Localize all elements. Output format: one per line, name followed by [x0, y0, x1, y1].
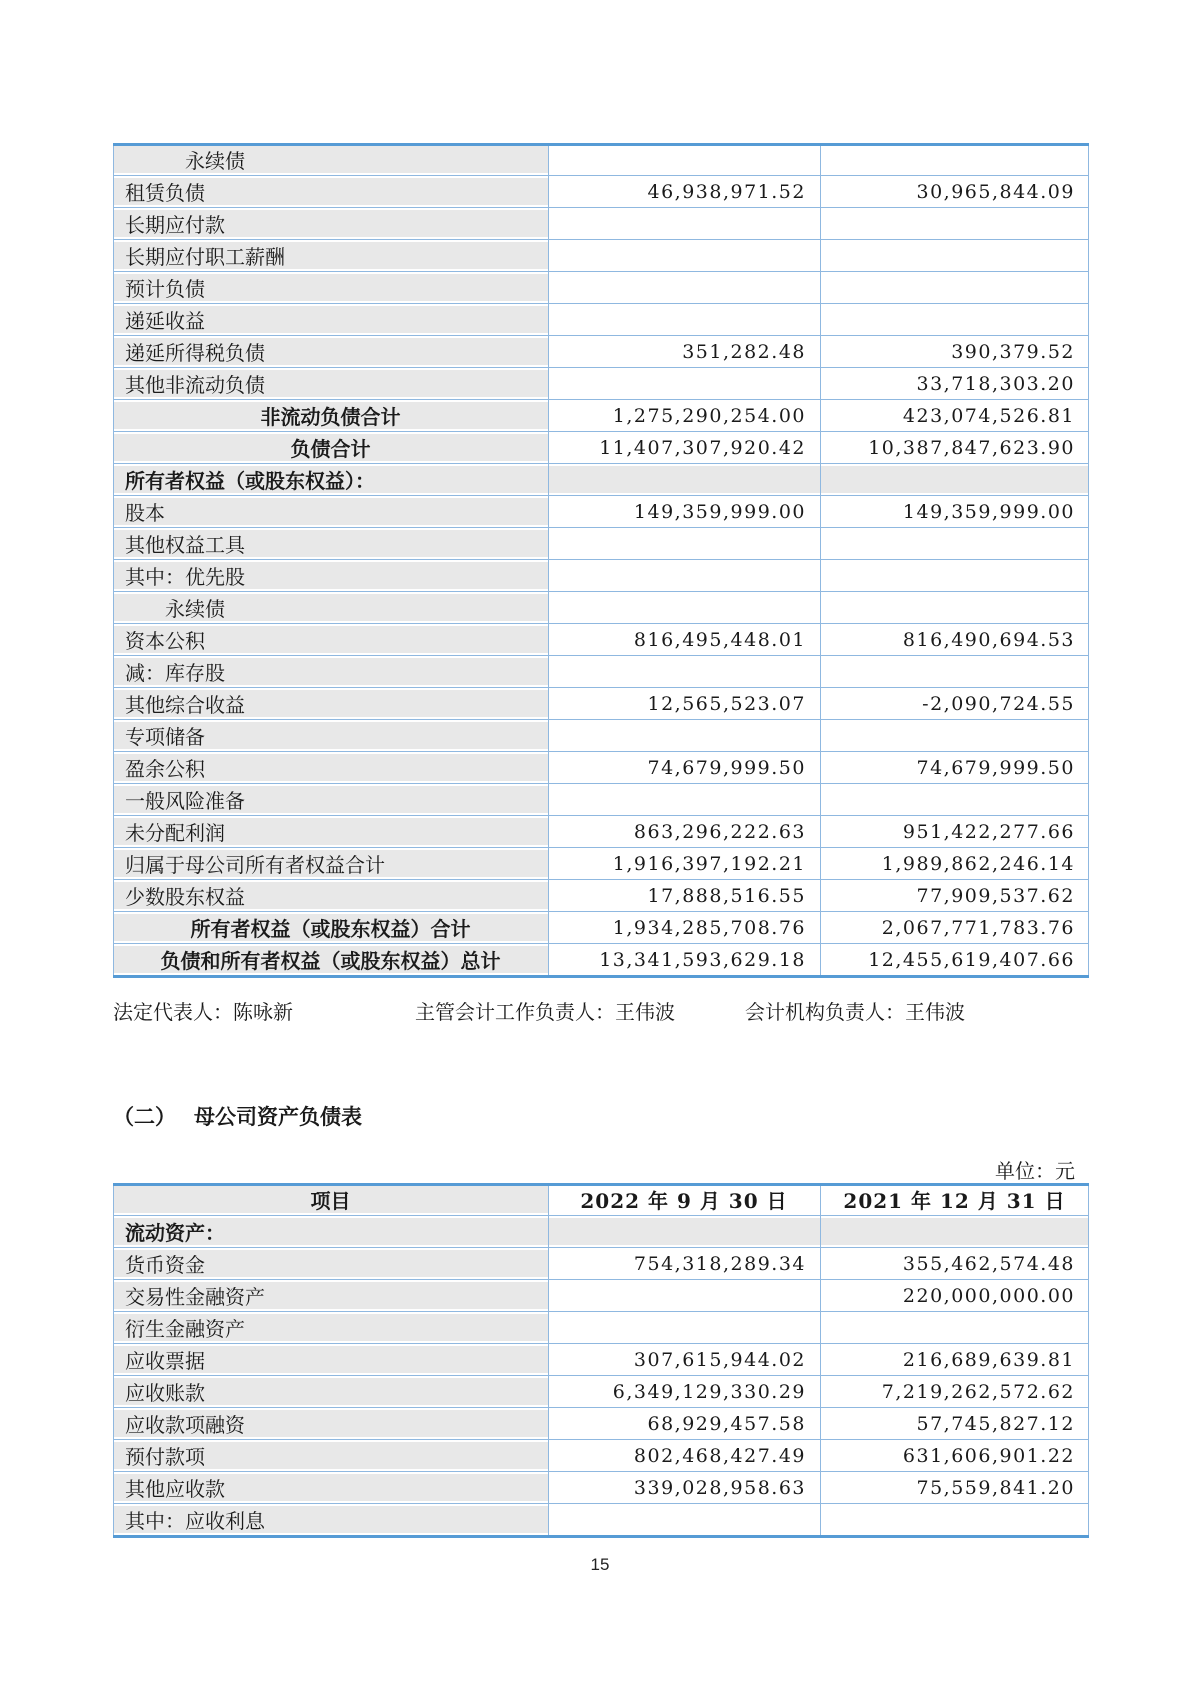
row-value-prior: 57,745,827.12 — [916, 1412, 1075, 1435]
table-row — [113, 466, 1089, 498]
column-divider-2 — [820, 1186, 821, 1535]
table-right-border — [1088, 1186, 1089, 1535]
row-value-current — [548, 210, 820, 237]
table-row — [113, 690, 1089, 722]
table-row — [113, 306, 1089, 338]
row-value-current — [548, 1314, 820, 1341]
row-label: 其他应收款 — [113, 1474, 548, 1501]
row-value-current — [548, 658, 820, 685]
row-value-current: 802,468,427.49 — [633, 1444, 806, 1467]
row-label: 非流动负债合计 — [113, 402, 548, 429]
table-row — [113, 658, 1089, 690]
row-value-prior: 77,909,537.62 — [916, 884, 1075, 907]
table-row — [113, 1186, 1089, 1218]
table-row — [113, 882, 1089, 914]
table-row — [113, 850, 1089, 882]
row-label: 交易性金融资产 — [113, 1282, 548, 1309]
row-value-current: 351,282.48 — [682, 340, 806, 363]
row-value-prior — [820, 1218, 1089, 1245]
table-row — [113, 498, 1089, 530]
table-left-border — [113, 146, 114, 975]
table-row — [113, 434, 1089, 466]
table-left-border — [113, 1186, 114, 1535]
row-value-prior — [820, 242, 1089, 269]
row-label: 未分配利润 — [113, 818, 548, 845]
row-label: 资本公积 — [113, 626, 548, 653]
table-row — [113, 146, 1089, 178]
row-value-prior — [820, 530, 1089, 557]
row-label: 流动资产： — [113, 1218, 548, 1245]
table-row — [113, 594, 1089, 626]
row-label: 所有者权益（或股东权益）合计 — [113, 914, 548, 941]
row-label: 负债和所有者权益（或股东权益）总计 — [113, 946, 548, 973]
row-label: 递延所得税负债 — [113, 338, 548, 365]
row-label: 其他权益工具 — [113, 530, 548, 557]
row-value-prior — [820, 274, 1089, 301]
table-row — [113, 1474, 1089, 1506]
row-label: 应收账款 — [113, 1378, 548, 1405]
column-divider-2 — [820, 146, 821, 975]
column-divider-1 — [548, 1186, 549, 1535]
table-row — [113, 338, 1089, 370]
row-value-prior — [820, 786, 1089, 813]
row-label: 应收票据 — [113, 1346, 548, 1373]
row-label: 股本 — [113, 498, 548, 525]
row-value-current: 68,929,457.58 — [647, 1412, 806, 1435]
table-row — [113, 914, 1089, 946]
row-value-prior: 74,679,999.50 — [916, 756, 1075, 779]
row-label: 其他非流动负债 — [113, 370, 548, 397]
page-number: 15 — [590, 1555, 610, 1574]
table-right-border — [1088, 146, 1089, 975]
row-value-prior — [820, 146, 1089, 173]
table-row — [113, 1346, 1089, 1378]
row-value-current: 6,349,129,330.29 — [612, 1380, 806, 1403]
column-divider-1 — [548, 146, 549, 975]
table-row — [113, 370, 1089, 402]
row-value-current — [548, 594, 820, 621]
signature-line — [113, 996, 1089, 1024]
row-label: 租赁负债 — [113, 178, 548, 205]
row-label: 递延收益 — [113, 306, 548, 333]
row-label: 应收款项融资 — [113, 1410, 548, 1437]
section-title-text: 母公司资产负债表 — [194, 1104, 362, 1129]
table-row — [113, 722, 1089, 754]
row-label: 永续债 — [113, 146, 548, 173]
row-value-prior: 951,422,277.66 — [902, 820, 1075, 843]
row-value-current: 1,275,290,254.00 — [612, 404, 806, 427]
row-label: 其他综合收益 — [113, 690, 548, 717]
table-row — [113, 1218, 1089, 1250]
row-value-current: 17,888,516.55 — [647, 884, 806, 907]
row-value-current: 863,296,222.63 — [633, 820, 806, 843]
table-row — [113, 1506, 1089, 1535]
row-label: 永续债 — [113, 594, 548, 621]
row-value-prior — [820, 210, 1089, 237]
row-value-current — [548, 562, 820, 589]
legal-representative: 法定代表人：陈咏新 — [113, 1000, 293, 1024]
section-title — [113, 1101, 362, 1131]
table-row — [113, 1282, 1089, 1314]
row-value-prior: 2021 年 12 月 31 日 — [843, 1189, 1066, 1213]
row-value-prior: 10,387,847,623.90 — [868, 436, 1075, 459]
row-label: 项目 — [113, 1186, 548, 1213]
row-value-current: 13,341,593,629.18 — [599, 948, 806, 971]
row-value-current: 1,934,285,708.76 — [612, 916, 806, 939]
table-row — [113, 786, 1089, 818]
row-value-current: 307,615,944.02 — [633, 1348, 806, 1371]
row-value-prior: 7,219,262,572.62 — [881, 1380, 1075, 1403]
row-value-current: 339,028,958.63 — [633, 1476, 806, 1499]
table-row — [113, 818, 1089, 850]
parent-company-balance-sheet-table — [113, 1183, 1089, 1538]
table-row — [113, 946, 1089, 975]
row-value-current: 816,495,448.01 — [633, 628, 806, 651]
table-row — [113, 1314, 1089, 1346]
row-value-prior: 12,455,619,407.66 — [868, 948, 1075, 971]
row-value-prior: 220,000,000.00 — [902, 1284, 1075, 1307]
row-label: 长期应付款 — [113, 210, 548, 237]
table-row — [113, 1410, 1089, 1442]
row-value-prior — [820, 562, 1089, 589]
table-row — [113, 274, 1089, 306]
row-value-current — [548, 274, 820, 301]
row-value-prior: 2,067,771,783.76 — [881, 916, 1075, 939]
row-value-current — [548, 306, 820, 333]
row-value-prior: 30,965,844.09 — [916, 180, 1075, 203]
table-row — [113, 178, 1089, 210]
row-value-prior: 1,989,862,246.14 — [881, 852, 1075, 875]
table-row — [113, 626, 1089, 658]
table-row — [113, 1378, 1089, 1410]
row-value-prior: 423,074,526.81 — [902, 404, 1075, 427]
row-label: 减：库存股 — [113, 658, 548, 685]
accounting-org-head: 会计机构负责人：王伟波 — [745, 1000, 965, 1024]
row-value-prior — [820, 594, 1089, 621]
row-value-current — [548, 242, 820, 269]
row-value-prior: -2,090,724.55 — [922, 692, 1075, 715]
section-index: （二） — [113, 1104, 176, 1129]
row-value-prior — [820, 658, 1089, 685]
row-value-current: 754,318,289.34 — [633, 1252, 806, 1275]
row-label: 衍生金融资产 — [113, 1314, 548, 1341]
unit-label: 单位：元 — [995, 1159, 1075, 1183]
row-value-current — [548, 1506, 820, 1533]
row-value-current: 2022 年 9 月 30 日 — [580, 1189, 788, 1213]
row-value-current: 74,679,999.50 — [647, 756, 806, 779]
row-value-prior: 355,462,574.48 — [902, 1252, 1075, 1275]
row-label: 货币资金 — [113, 1250, 548, 1277]
row-value-prior: 816,490,694.53 — [902, 628, 1075, 651]
table-row — [113, 210, 1089, 242]
row-value-current: 1,916,397,192.21 — [612, 852, 806, 875]
row-value-prior: 390,379.52 — [951, 340, 1075, 363]
table-row — [113, 402, 1089, 434]
row-value-prior: 149,359,999.00 — [902, 500, 1075, 523]
chief-accountant: 主管会计工作负责人：王伟波 — [415, 1000, 675, 1024]
row-value-current — [548, 146, 820, 173]
row-value-prior — [820, 722, 1089, 749]
table-row — [113, 242, 1089, 274]
table-row — [113, 754, 1089, 786]
row-value-prior: 216,689,639.81 — [902, 1348, 1075, 1371]
row-value-current — [548, 786, 820, 813]
row-value-prior — [820, 466, 1089, 493]
table-row — [113, 1442, 1089, 1474]
row-value-current: 11,407,307,920.42 — [599, 436, 806, 459]
row-value-current — [548, 722, 820, 749]
row-label: 所有者权益（或股东权益）： — [113, 466, 548, 493]
row-value-current: 149,359,999.00 — [633, 500, 806, 523]
row-label: 归属于母公司所有者权益合计 — [113, 850, 548, 877]
row-label: 预计负债 — [113, 274, 548, 301]
row-value-current: 46,938,971.52 — [647, 180, 806, 203]
row-label: 其中：优先股 — [113, 562, 548, 589]
consolidated-balance-sheet-table — [113, 143, 1089, 978]
table-row — [113, 562, 1089, 594]
row-value-current — [548, 530, 820, 557]
row-value-prior: 33,718,303.20 — [916, 372, 1075, 395]
row-label: 其中：应收利息 — [113, 1506, 548, 1533]
row-label: 长期应付职工薪酬 — [113, 242, 548, 269]
row-value-prior — [820, 1506, 1089, 1533]
row-value-prior: 631,606,901.22 — [902, 1444, 1075, 1467]
row-value-current — [548, 370, 820, 397]
row-label: 负债合计 — [113, 434, 548, 461]
table-row — [113, 1250, 1089, 1282]
row-value-current — [548, 1218, 820, 1245]
row-label: 专项储备 — [113, 722, 548, 749]
row-label: 一般风险准备 — [113, 786, 548, 813]
table-row — [113, 530, 1089, 562]
row-label: 少数股东权益 — [113, 882, 548, 909]
row-value-current — [548, 466, 820, 493]
row-value-prior — [820, 1314, 1089, 1341]
row-value-current: 12,565,523.07 — [647, 692, 806, 715]
row-value-prior — [820, 306, 1089, 333]
row-value-current — [548, 1282, 820, 1309]
row-value-prior: 75,559,841.20 — [916, 1476, 1075, 1499]
row-label: 预付款项 — [113, 1442, 548, 1469]
row-label: 盈余公积 — [113, 754, 548, 781]
